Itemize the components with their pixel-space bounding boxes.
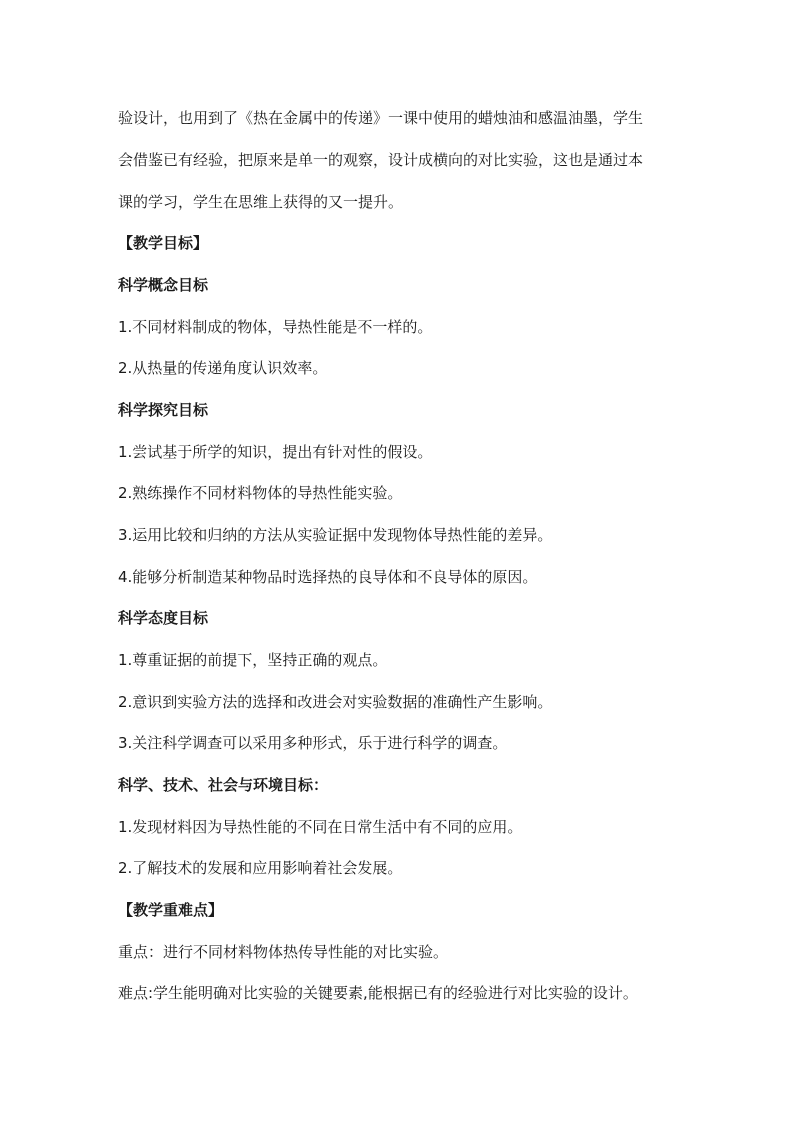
key-points-heading: 【教学重难点】: [118, 901, 224, 919]
key-point-difficulty: 难点:学生能明确对比实验的关键要素,能根据已有的经验进行对比实验的设计。: [118, 984, 638, 1002]
attitude-item-3: 3.关注科学调查可以采用多种形式，乐于进行科学的调查。: [118, 734, 508, 752]
objectives-heading: 【教学目标】: [118, 234, 209, 252]
inquiry-item-2: 2.熟练操作不同材料物体的导热性能实验。: [118, 484, 403, 502]
inquiry-item-3: 3.运用比较和归纳的方法从实验证据中发现物体导热性能的差异。: [118, 526, 553, 544]
attitude-item-1: 1.尊重证据的前提下，坚持正确的观点。: [118, 651, 388, 669]
concept-item-1: 1.不同材料制成的物体，导热性能是不一样的。: [118, 318, 433, 336]
stse-objective-title: 科学、技术、社会与环境目标：: [118, 776, 329, 794]
stse-item-1: 1.发现材料因为导热性能的不同在日常生活中有不同的应用。: [118, 818, 523, 836]
stse-item-2: 2.了解技术的发展和应用影响着社会发展。: [118, 859, 403, 877]
intro-line-1: 验设计，也用到了《热在金属中的传递》一课中使用的蜡烛油和感温油墨，学生: [118, 109, 644, 127]
intro-line-2: 会借鉴已有经验，把原来是单一的观察，设计成横向的对比实验，这也是通过本: [118, 151, 644, 169]
inquiry-item-4: 4.能够分析制造某种物品时选择热的良导体和不良导体的原因。: [118, 568, 538, 586]
inquiry-objective-title: 科学探究目标: [118, 401, 209, 419]
intro-line-3: 课的学习，学生在思维上获得的又一提升。: [118, 193, 404, 211]
concept-objective-title: 科学概念目标: [118, 276, 209, 294]
attitude-item-2: 2.意识到实验方法的选择和改进会对实验数据的准确性产生影响。: [118, 693, 553, 711]
inquiry-item-1: 1.尝试基于所学的知识，提出有针对性的假设。: [118, 443, 433, 461]
key-point-focus: 重点：进行不同材料物体热传导性能的对比实验。: [118, 943, 449, 961]
concept-item-2: 2.从热量的传递角度认识效率。: [118, 359, 328, 377]
attitude-objective-title: 科学态度目标: [118, 609, 209, 627]
